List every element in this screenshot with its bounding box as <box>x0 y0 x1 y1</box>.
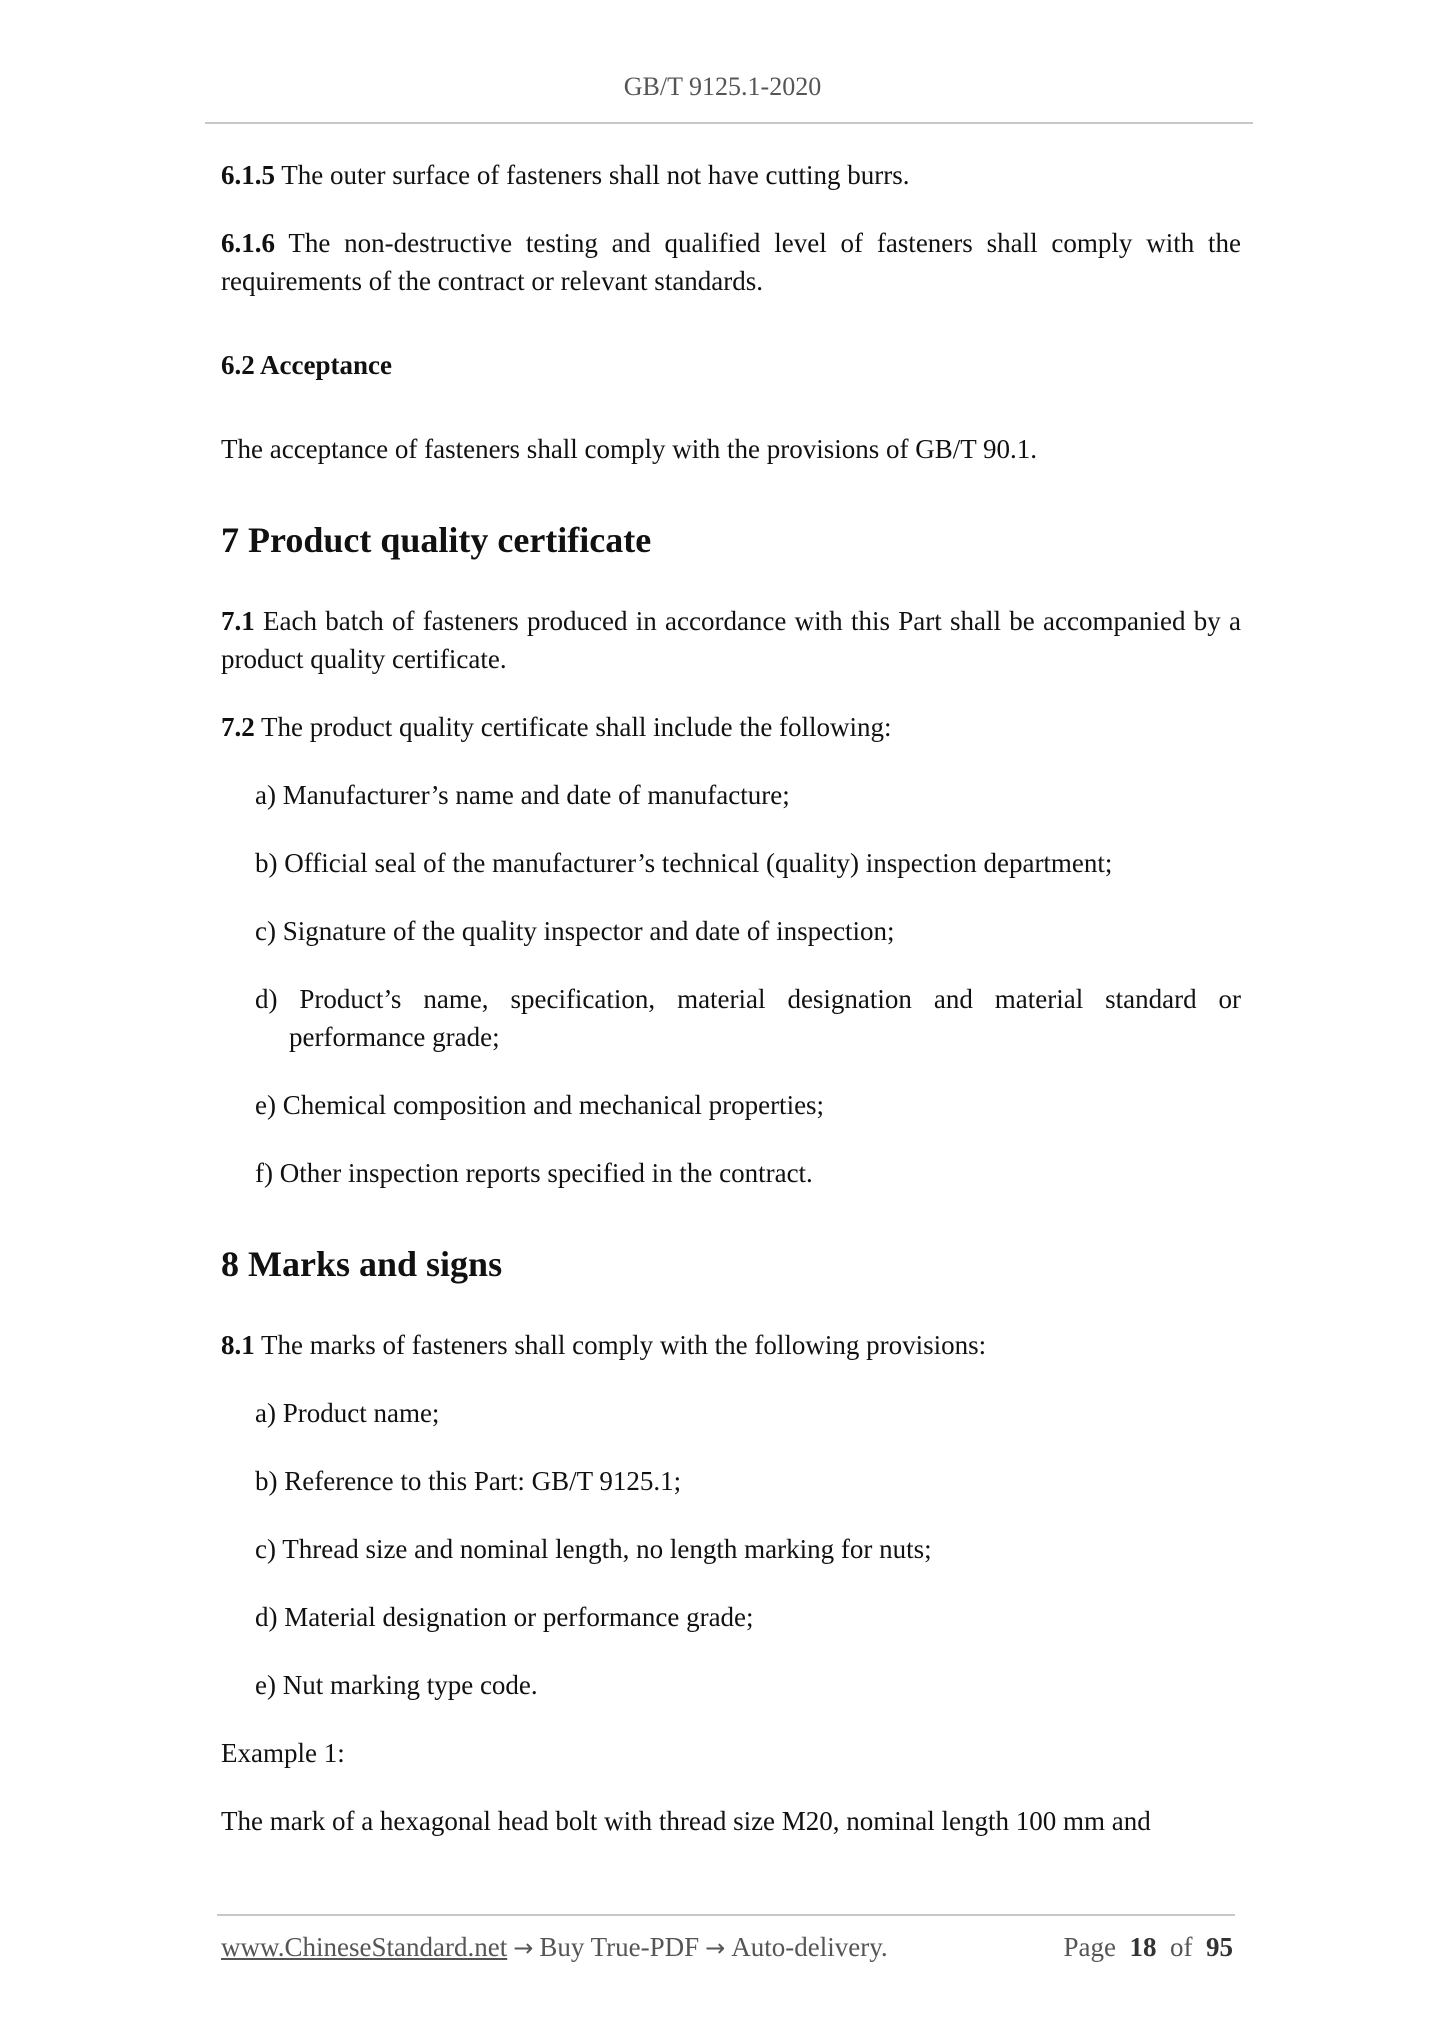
list-item: b) Official seal of the manufacturer’s technical (quality) inspection department; <box>255 848 1113 878</box>
section-8-heading: 8 Marks and signs <box>221 1244 503 1284</box>
clause-text: The marks of fasteners shall comply with the following provisions: <box>254 1330 987 1360</box>
clause-7-1 <box>221 602 1241 678</box>
clause-text: The outer surface of fasteners shall not have cutting burrs. <box>275 160 910 190</box>
clause-6-1-5 <box>221 156 1241 194</box>
page-footer <box>221 1932 1233 1963</box>
list-item: a) Manufacturer’s name and date of manufacture; <box>255 780 790 810</box>
list-item: c) Signature of the quality inspector and date of inspection; <box>255 916 895 946</box>
section-7-heading: 7 Product quality certificate <box>221 520 652 560</box>
section-6-2-text: The acceptance of fasteners shall comply with the provisions of GB/T 90.1. <box>221 434 1038 464</box>
of-label: of <box>1170 1932 1193 1962</box>
clause-number: 7.1 <box>221 606 255 636</box>
arrow-right-icon: → <box>513 1934 534 1962</box>
example-label: Example 1: <box>221 1738 345 1768</box>
clause-6-1-6 <box>221 224 1241 300</box>
clause-text: The product quality certificate shall include the following: <box>254 712 892 742</box>
list-item: b) Reference to this Part: GB/T 9125.1; <box>255 1466 682 1496</box>
page-number-info <box>1064 1932 1233 1963</box>
clause-number: 8.1 <box>221 1330 255 1360</box>
list-item: c) Thread size and nominal length, no length marking for nuts; <box>255 1534 932 1564</box>
clause-number: 7.2 <box>221 712 255 742</box>
page-content <box>221 156 1241 1840</box>
clause-7-2 <box>221 708 1241 746</box>
list-item: f) Other inspection reports specified in the contract. <box>255 1158 813 1188</box>
arrow-right-icon: → <box>705 1934 726 1962</box>
list-item: e) Chemical composition and mechanical properties; <box>255 1090 825 1120</box>
buy-pdf-text: Buy True-PDF <box>539 1932 700 1962</box>
clause-number: 6.1.5 <box>221 160 275 190</box>
clause-text: The non-destructive testing and qualified level of fasteners shall comply with the requirements of the contract or relevant standards. <box>221 228 1241 296</box>
clause-8-1 <box>221 1326 1241 1364</box>
site-link[interactable]: www.ChineseStandard.net <box>221 1932 508 1962</box>
clause-number: 6.1.6 <box>221 228 275 258</box>
list-item: a) Product name; <box>255 1398 440 1428</box>
footer-divider <box>217 1914 1235 1916</box>
auto-delivery-text: Auto-delivery. <box>731 1932 888 1962</box>
footer-links <box>221 1932 888 1963</box>
list-item: e) Nut marking type code. <box>255 1670 538 1700</box>
document-id-header: GB/T 9125.1-2020 <box>623 72 822 101</box>
clause-text: Each batch of fasteners produced in accordance with this Part shall be accompanied by a product quality certificate. <box>221 606 1241 674</box>
header-divider <box>205 122 1253 124</box>
page-label: Page <box>1063 1932 1116 1962</box>
list-item: d) Product’s name, specification, material designation and material standard or performance grade; <box>255 984 1241 1052</box>
example-text: The mark of a hexagonal head bolt with thread size M20, nominal length 100 mm and <box>221 1806 1151 1836</box>
list-item: d) Material designation or performance grade; <box>255 1602 754 1632</box>
total-page-count: 95 <box>1206 1932 1233 1962</box>
section-6-2-heading: 6.2 Acceptance <box>221 350 392 380</box>
current-page-number: 18 <box>1129 1932 1157 1962</box>
